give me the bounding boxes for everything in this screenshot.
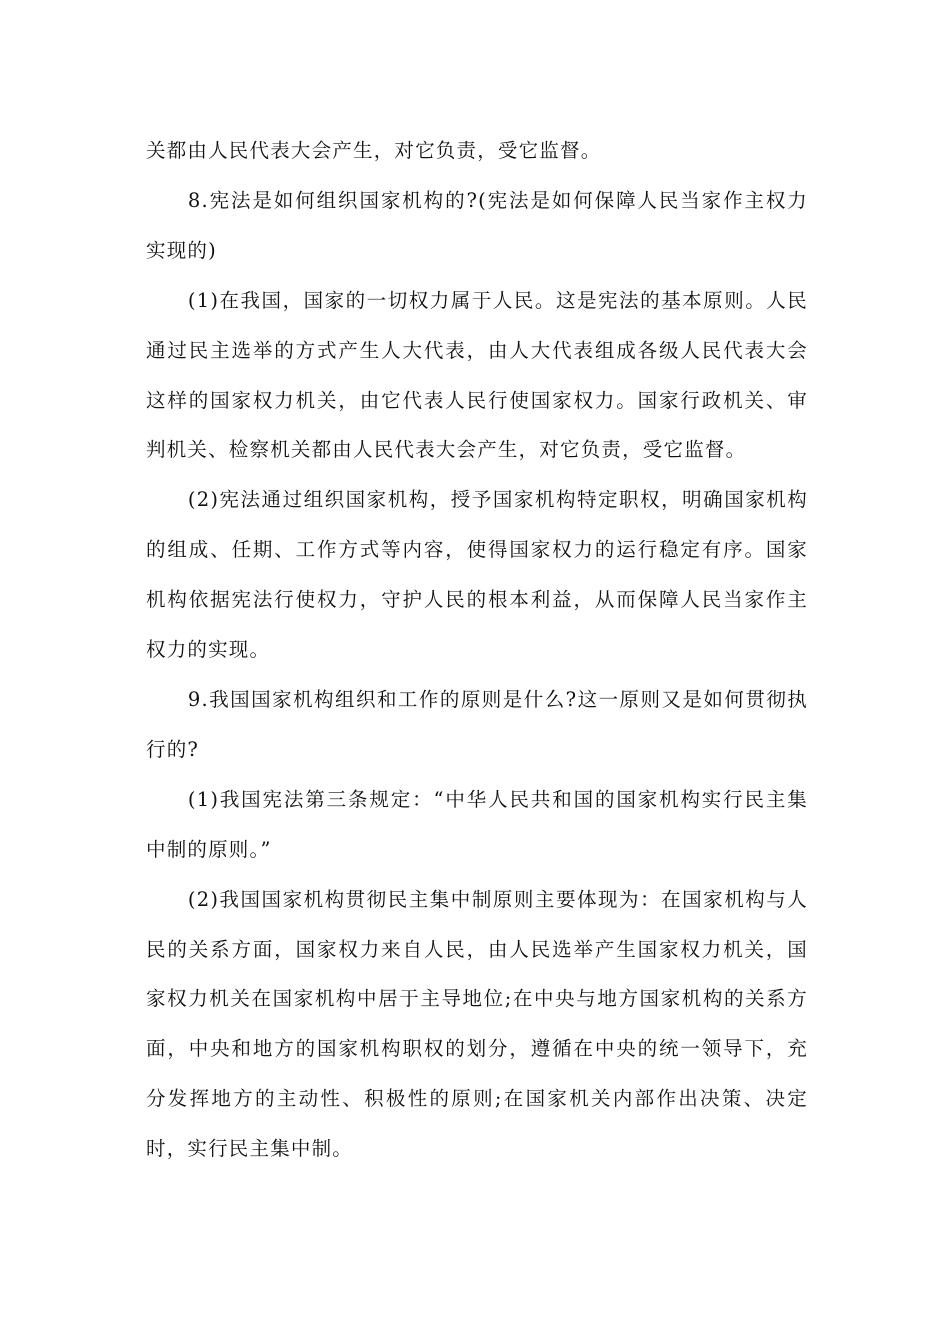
paragraph-continuation: 关都由人民代表大会产生，对它负责，受它监督。 <box>146 139 602 162</box>
answer-8-point-1: (1)在我国，国家的一切权力属于人民。这是宪法的基本原则。人民通过民主选举的方式产生人大代表，由人大代表组成各级人民代表大会这样的国家权力机关，由它代表人民行使国家权力。国家行政机关、审判机关、检察机关都由人民代表大会产生，对它负责，受它监督。 <box>146 288 808 462</box>
question-9-heading: 9.我国国家机构组织和工作的原则是什么?这一原则又是如何贯彻执行的? <box>146 687 808 761</box>
question-8-heading: 8.宪法是如何组织国家机构的?(宪法是如何保障人民当家作主权力实现的) <box>146 188 808 262</box>
document-body <box>146 126 808 1174</box>
answer-9-point-1: (1)我国宪法第三条规定：“中华人民共和国的国家机构实行民主集中制的原则。” <box>146 787 808 861</box>
answer-8-point-2: (2)宪法通过组织国家机构，授予国家机构特定职权，明确国家机构的组成、任期、工作方式等内容，使得国家权力的运行稳定有序。国家机构依据宪法行使权力，守护人民的根本利益，从而保障人民当家作主权力的实现。 <box>146 488 808 662</box>
answer-9-point-2: (2)我国国家机构贯彻民主集中制原则主要体现为：在国家机构与人民的关系方面，国家权力来自人民，由人民选举产生国家权力机关，国家权力机关在国家机构中居于主导地位;在中央与地方国家机构的关系方面，中央和地方的国家机构职权的划分，遵循在中央的统一领导下，充分发挥地方的主动性、积极性的原则;在国家机关内部作出决策、决定时，实行民主集中制。 <box>146 887 808 1161</box>
